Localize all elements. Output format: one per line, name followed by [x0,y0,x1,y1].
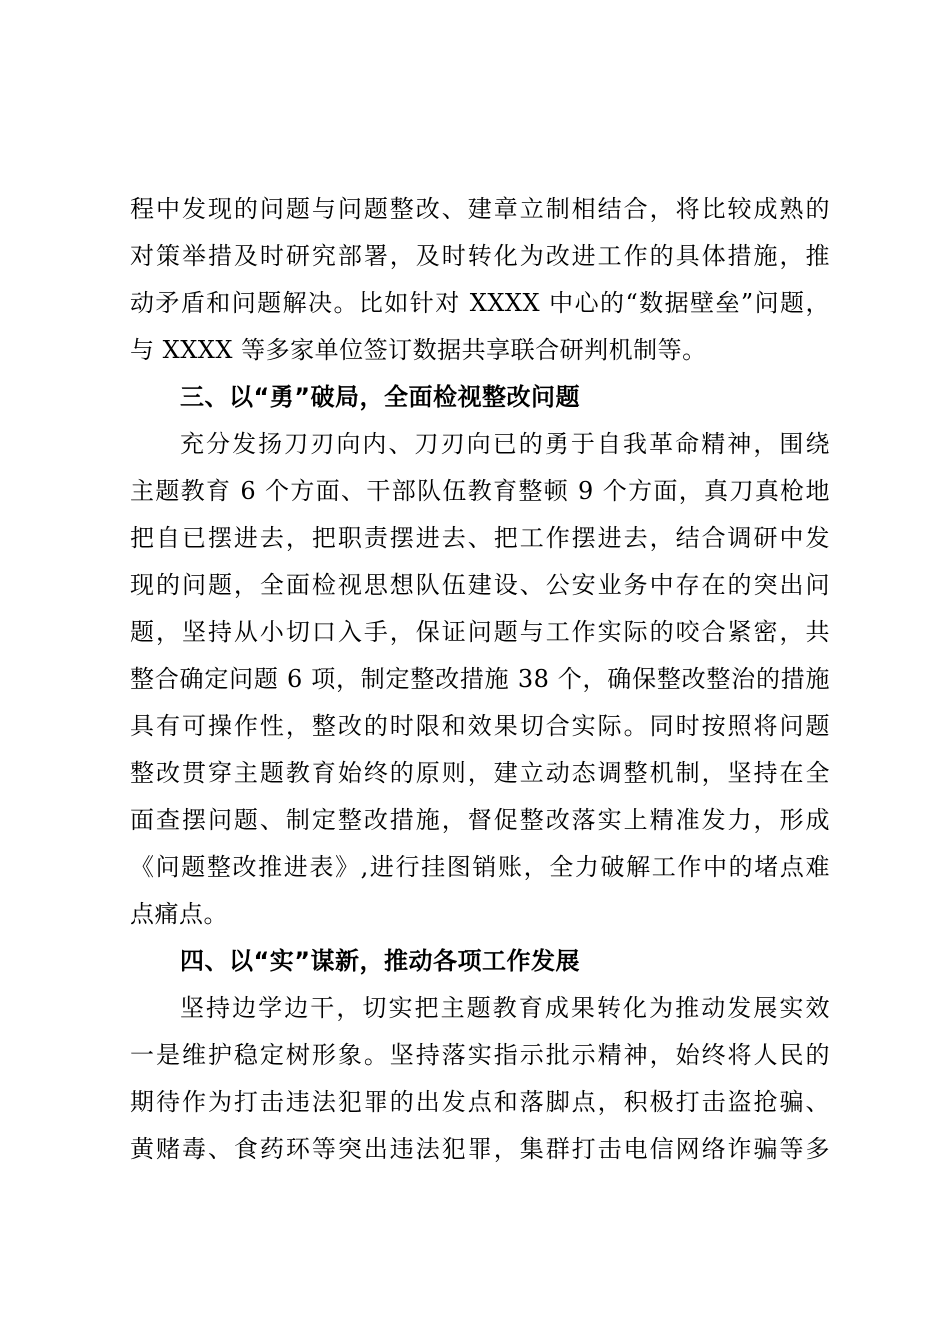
intro-paragraph [130,186,830,374]
section-heading-4: 四、以“实”谋新，推动各项工作发展 [180,947,581,975]
paragraph-line: 动矛盾和问题解决。比如针对 XXXX 中心的“数据壁垒”问题， [130,289,830,317]
paragraph-line: 整合确定问题 6 项，制定整改措施 38 个，确保整改整治的措施 [130,665,830,693]
paragraph-line: 《问题整改推进表》,进行挂图销账，全力破解工作中的堵点难 [130,853,830,881]
paragraph-line: 对策举措及时研究部署，及时转化为改进工作的具体措施，推 [130,242,830,270]
paragraph-line: 面查摆问题、制定整改措施，督促整改落实上精准发力，形成 [130,806,830,834]
paragraph-line: 黄赌毒、食药环等突出违法犯罪，集群打击电信网络诈骗等多 [130,1135,830,1163]
document-body [130,186,830,1173]
paragraph-line: 与 XXXX 等多家单位签订数据共享联合研判机制等。 [130,336,707,364]
paragraph-line: 现的问题，全面检视思想队伍建设、公安业务中存在的突出问 [130,571,830,599]
paragraph-line: 一是维护稳定树形象。坚持落实指示批示精神，始终将人民的 [130,1041,830,1069]
paragraph-line: 点痛点。 [130,900,228,928]
paragraph-line: 程中发现的问题与问题整改、建章立制相结合，将比较成熟的 [130,195,830,223]
paragraph-line: 期待作为打击违法犯罪的出发点和落脚点，积极打击盗抢骗、 [130,1088,830,1116]
paragraph-line: 主题教育 6 个方面、干部队伍教育整顿 9 个方面，真刀真枪地 [130,477,830,505]
section-heading-3: 三、以“勇”破局，全面检视整改问题 [180,383,581,411]
paragraph-line: 坚持边学边干，切实把主题教育成果转化为推动发展实效 [180,994,830,1022]
section-3-paragraph [130,421,830,938]
paragraph-line: 整改贯穿主题教育始终的原则，建立动态调整机制，坚持在全 [130,759,830,787]
paragraph-line: 题，坚持从小切口入手，保证问题与工作实际的咬合紧密，共 [130,618,830,646]
paragraph-line: 把自已摆进去，把职责摆进去、把工作摆进去，结合调研中发 [130,524,830,552]
paragraph-line: 具有可操作性，整改的时限和效果切合实际。同时按照将问题 [130,712,830,740]
paragraph-line: 充分发扬刀刃向内、刀刃向已的勇于自我革命精神，围绕 [180,430,830,458]
section-4-paragraph [130,985,830,1173]
